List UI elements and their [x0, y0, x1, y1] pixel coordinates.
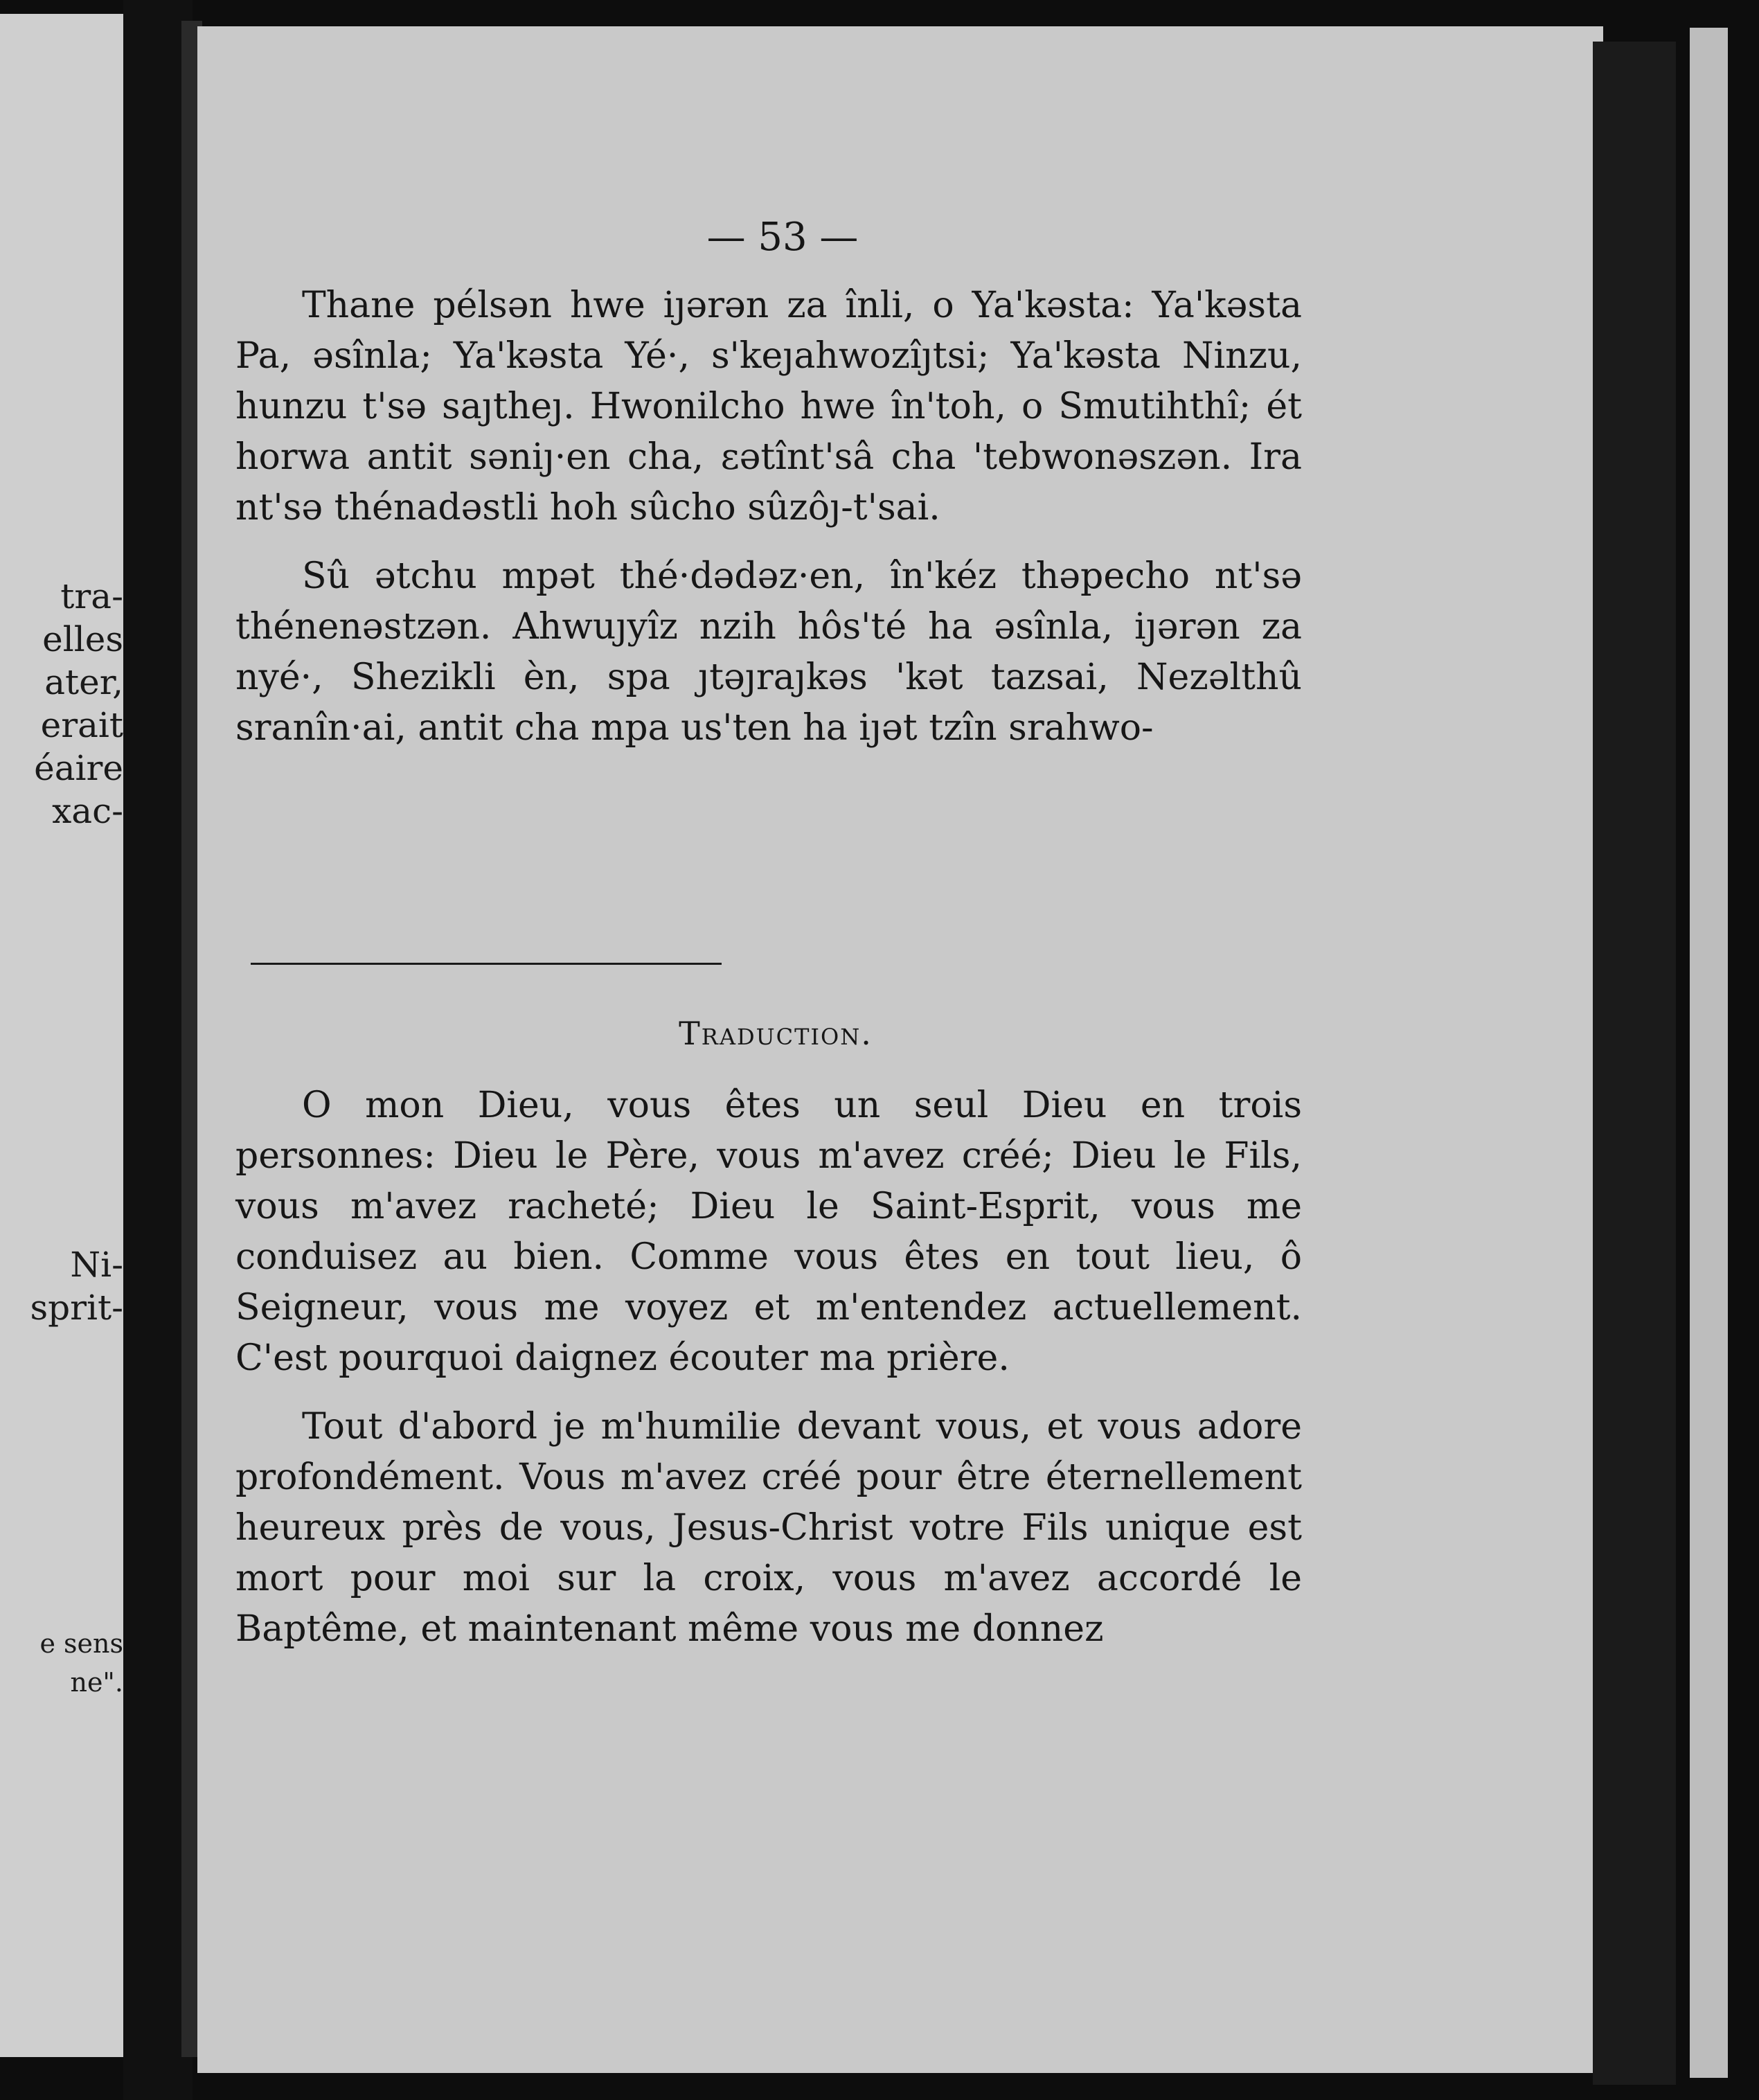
french-paragraph: Tout d'abord je m'humilie devant vous, et vous adore profondément. Vous m'avez créé pour être éternellement heureux près de vous, Jesus-Christ votre Fils unique est mort pour moi sur la croix, vous m'avez accordé le Baptême, et maintenant même vous me donnez: [235, 1406, 1302, 1650]
page-number: — 53 —: [706, 215, 859, 260]
left-fragment-line: Ni-: [70, 1245, 123, 1285]
page-edge-shadow: [1593, 42, 1676, 2085]
left-fragment-line: sprit-: [30, 1288, 123, 1328]
left-fragment-line: ater,: [44, 662, 123, 702]
left-fragment-line: xac-: [52, 791, 123, 831]
left-fragment-line: tra-: [60, 576, 123, 616]
left-fragment-line: elles: [42, 619, 123, 659]
section-divider: [251, 963, 722, 965]
french-text-block: [235, 1080, 1302, 1655]
left-fragment-line: erait: [40, 705, 123, 745]
left-fragment-line: ne".: [70, 1667, 123, 1698]
native-paragraph: Thane pélsən hwe iȷərən za înli, o Ya'kəsta: Ya'kəsta Pa, əsînla; Ya'kəsta Yé·, s'keȷahwozîȷtsi; Ya'kəsta Ninzu, hunzu t'sə saȷtheȷ. Hwonilcho hwe în'toh, o Smutihthî; ét horwa antit səniȷ·en cha, ɛətînt'sâ cha 'tebwonəszən. Ira nt'sə thénadəstli hoh sûcho sûzôȷ-t'sai.: [235, 285, 1302, 528]
left-fragment-line: éaire: [34, 748, 123, 788]
left-page-line-group-a: [34, 575, 123, 833]
native-paragraph: Sû ətchu mpət thé·dədəz·en, în'kéz thəpecho nt'sə thénenəstzən. Ahwuȷyîz nzih hôs'té ha əsînla, iȷərən za nyé·, Shezikli èn, spa ȷtəȷraȷkəs 'kət tazsai, Nezəlthû sranîn·ai, antit cha mpa us'ten ha iȷət tzîn srahwo-: [235, 555, 1302, 749]
section-heading: Traduction.: [679, 1015, 873, 1052]
left-page-line-group-b: [30, 1243, 123, 1329]
left-fragment-line: e sens: [39, 1628, 123, 1659]
left-page-footnote: [39, 1624, 123, 1702]
native-text-block: [235, 281, 1302, 754]
page-edge: [1690, 28, 1728, 2078]
french-paragraph: O mon Dieu, vous êtes un seul Dieu en trois personnes: Dieu le Père, vous m'avez créé; Dieu le Fils, vous m'avez racheté; Dieu le Saint-Esprit, vous me conduisez au bien. Comme vous êtes en tout lieu, ô Seigneur, vous me voyez et m'entendez actuellement. C'est pourquoi daignez écouter ma prière.: [235, 1085, 1302, 1379]
